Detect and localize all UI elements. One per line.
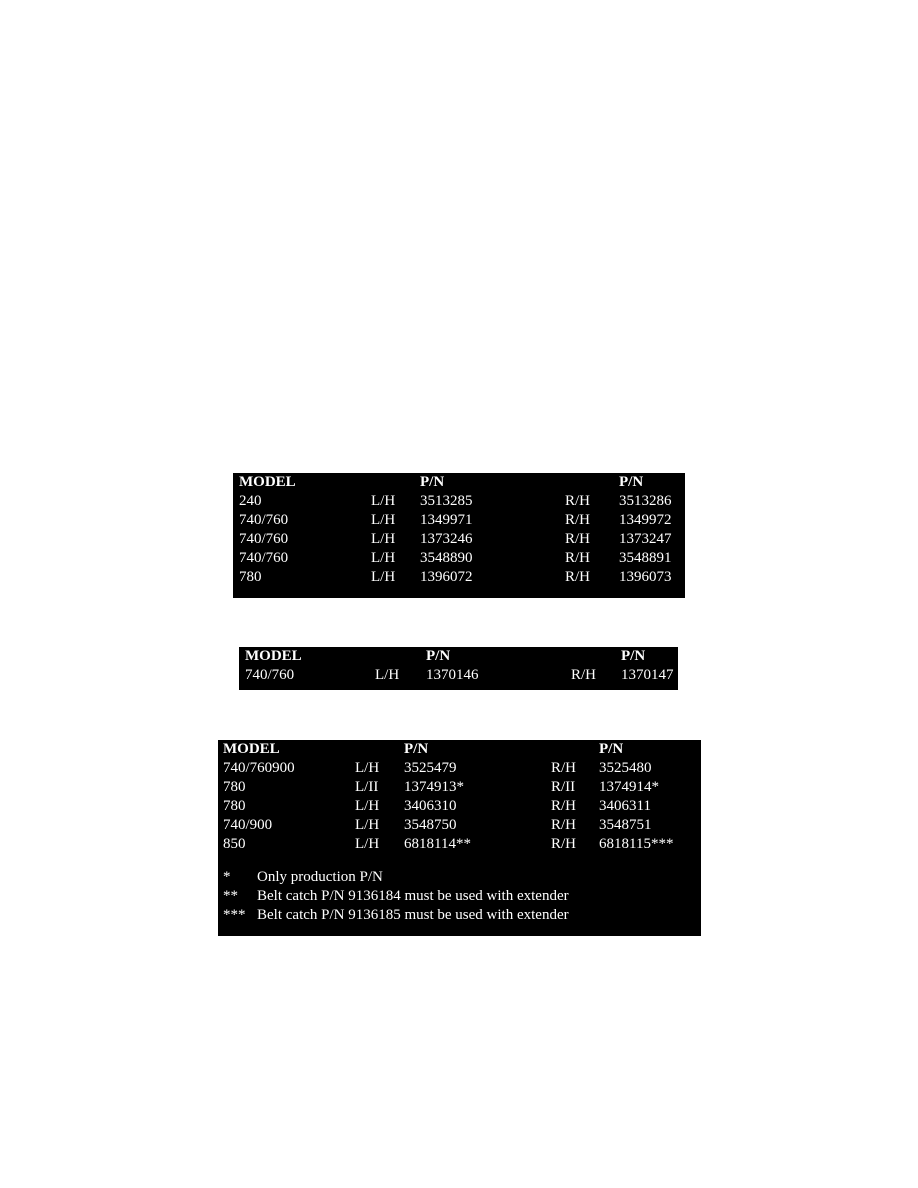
footnote [218,868,701,887]
cell-pn-right: 1370147 [621,667,674,683]
cell-pn-left: 3548750 [404,817,457,833]
cell-model: 740/760 [239,531,289,547]
cell-side-right: R/H [565,569,591,585]
table-row [218,816,701,835]
cell-pn-right: 6818115*** [599,836,674,852]
cell-pn-left: 3513285 [420,493,473,509]
cell-side-left: L/H [355,760,380,776]
cell-model: 740/760900 [223,760,295,776]
header-pn-right: P/N [599,741,624,757]
cell-side-left: L/H [371,569,396,585]
cell-side-right: R/H [551,760,577,776]
header-pn-left: P/N [420,474,445,490]
table-row [218,835,701,854]
footnote [218,887,701,906]
cell-pn-right: 3513286 [619,493,672,509]
header-pn-left: P/N [426,648,451,664]
footnote-mark: ** [223,888,238,904]
parts-table-1 [233,473,685,598]
footnote-text: Belt catch P/N 9136185 must be used with extender [257,907,569,923]
table-row [233,511,685,530]
cell-side-left: L/H [355,798,380,814]
table-header [233,473,685,492]
footnote [218,906,701,925]
table-row [239,666,678,685]
header-pn-right: P/N [619,474,644,490]
cell-pn-left: 3548890 [420,550,473,566]
header-pn-right: P/N [621,648,646,664]
cell-pn-left: 1373246 [420,531,473,547]
cell-model: 780 [223,779,246,795]
cell-pn-left: 1374913* [404,779,464,795]
cell-side-left: L/H [355,836,380,852]
cell-side-left: L/H [371,512,396,528]
cell-side-left: L/H [371,550,396,566]
cell-side-right: R/II [551,779,576,795]
cell-pn-right: 3548751 [599,817,652,833]
cell-model: 780 [239,569,262,585]
footnote-text: Belt catch P/N 9136184 must be used with extender [257,888,569,904]
footnote-text: Only production P/N [257,869,383,885]
cell-pn-right: 1396073 [619,569,672,585]
cell-side-right: R/H [551,798,577,814]
cell-model: 240 [239,493,262,509]
cell-side-left: L/H [355,817,380,833]
cell-pn-left: 1370146 [426,667,479,683]
cell-model: 850 [223,836,246,852]
cell-pn-left: 3406310 [404,798,457,814]
cell-side-left: L/H [375,667,400,683]
footnote-mark: * [223,869,231,885]
table-row [218,797,701,816]
table-row [233,568,685,587]
header-model: MODEL [239,474,296,490]
footnotes [218,868,701,925]
footnote-mark: *** [223,907,246,923]
cell-pn-right: 3525480 [599,760,652,776]
cell-pn-right: 3548891 [619,550,672,566]
parts-table-2 [239,647,678,690]
header-model: MODEL [245,648,302,664]
cell-side-right: R/H [551,817,577,833]
cell-side-left: L/H [371,493,396,509]
cell-side-right: R/H [565,531,591,547]
cell-pn-right: 3406311 [599,798,651,814]
cell-model: 740/760 [239,512,289,528]
cell-model: 740/760 [239,550,289,566]
cell-model: 740/900 [223,817,273,833]
table-row [233,492,685,511]
cell-side-right: R/H [571,667,597,683]
cell-side-left: L/II [355,779,379,795]
cell-pn-left: 3525479 [404,760,457,776]
cell-side-left: L/H [371,531,396,547]
table-header [218,740,701,759]
header-pn-left: P/N [404,741,429,757]
cell-pn-right: 1349972 [619,512,672,528]
table-header [239,647,678,666]
cell-model: 740/760 [245,667,295,683]
table-row [233,549,685,568]
parts-table-3 [218,740,701,936]
table-row [218,759,701,778]
cell-side-right: R/H [551,836,577,852]
cell-pn-left: 1349971 [420,512,473,528]
cell-side-right: R/H [565,512,591,528]
cell-pn-right: 1373247 [619,531,672,547]
cell-pn-right: 1374914* [599,779,659,795]
header-model: MODEL [223,741,280,757]
table-row [233,530,685,549]
cell-pn-left: 6818114** [404,836,471,852]
cell-side-right: R/H [565,493,591,509]
table-row [218,778,701,797]
cell-model: 780 [223,798,246,814]
cell-pn-left: 1396072 [420,569,473,585]
cell-side-right: R/H [565,550,591,566]
